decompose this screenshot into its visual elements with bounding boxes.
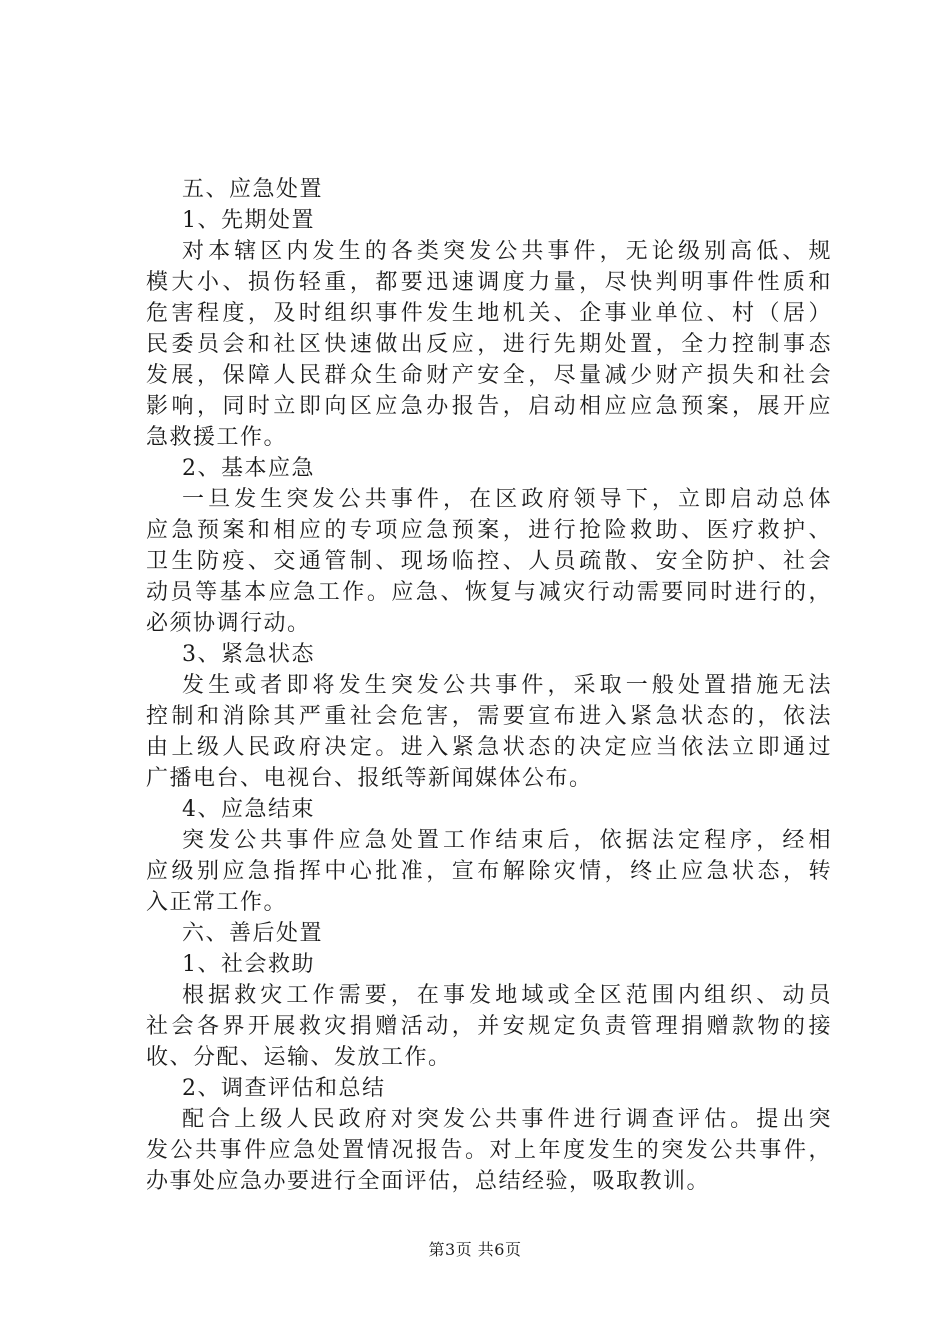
document-line: 卫生防疫、交通管制、现场临控、人员疏散、安全防护、社会 — [146, 549, 832, 574]
document-line: 控制和消除其严重社会危害，需要宣布进入紧急状态的，依法 — [146, 704, 832, 729]
document-line: 由上级人民政府决定。进入紧急状态的决定应当依法立即通过 — [146, 735, 832, 760]
document-line: 突发公共事件应急处置工作结束后，依据法定程序，经相 — [182, 828, 832, 853]
document-line: 发公共事件应急处置情况报告。对上年度发生的突发公共事件， — [146, 1138, 832, 1163]
document-line: 对本辖区内发生的各类突发公共事件，无论级别高低、规 — [182, 239, 832, 264]
document-line: 广播电台、电视台、报纸等新闻媒体公布。 — [146, 766, 593, 791]
document-line: 急救援工作。 — [146, 425, 288, 450]
document-line: 应级别应急指挥中心批准，宣布解除灾情，终止应急状态，转 — [146, 859, 832, 884]
document-line: 五、应急处置 — [182, 177, 324, 202]
document-line: 2、基本应急 — [182, 456, 315, 481]
document-line: 3、紧急状态 — [182, 642, 315, 667]
document-line: 危害程度，及时组织事件发生地机关、企事业单位、村（居） — [146, 301, 832, 326]
document-line: 1、社会救助 — [182, 952, 315, 977]
document-line: 发生或者即将发生突发公共事件，采取一般处置措施无法 — [182, 673, 832, 698]
document-line: 2、调查评估和总结 — [182, 1076, 386, 1101]
document-line: 社会各界开展救灾捐赠活动，并安规定负责管理捐赠款物的接 — [146, 1014, 832, 1039]
document-line: 动员等基本应急工作。应急、恢复与减灾行动需要同时进行的， — [146, 580, 832, 605]
document-line: 民委员会和社区快速做出反应，进行先期处置，全力控制事态 — [146, 332, 832, 357]
document-line: 模大小、损伤轻重，都要迅速调度力量，尽快判明事件性质和 — [146, 270, 832, 295]
document-line: 必须协调行动。 — [146, 611, 311, 636]
document-line: 应急预案和相应的专项应急预案，进行抢险救助、医疗救护、 — [146, 518, 832, 543]
document-line: 根据救灾工作需要，在事发地域或全区范围内组织、动员 — [182, 983, 832, 1008]
document-line: 1、先期处置 — [182, 208, 315, 233]
document-line: 一旦发生突发公共事件，在区政府领导下，立即启动总体 — [182, 487, 832, 512]
document-line: 办事处应急办要进行全面评估，总结经验，吸取教训。 — [146, 1169, 711, 1194]
page-number-footer: 第3页 共6页 — [428, 1240, 522, 1259]
document-line: 六、善后处置 — [182, 921, 324, 946]
document-line: 配合上级人民政府对突发公共事件进行调查评估。提出突 — [182, 1107, 832, 1132]
document-line: 收、分配、运输、发放工作。 — [146, 1045, 452, 1070]
document-body — [146, 174, 832, 1197]
document-line: 发展，保障人民群众生命财产安全，尽量减少财产损失和社会 — [146, 363, 832, 388]
document-line: 4、应急结束 — [182, 797, 315, 822]
document-line: 影响，同时立即向区应急办报告，启动相应应急预案，展开应 — [146, 394, 832, 419]
document-line: 入正常工作。 — [146, 890, 288, 915]
